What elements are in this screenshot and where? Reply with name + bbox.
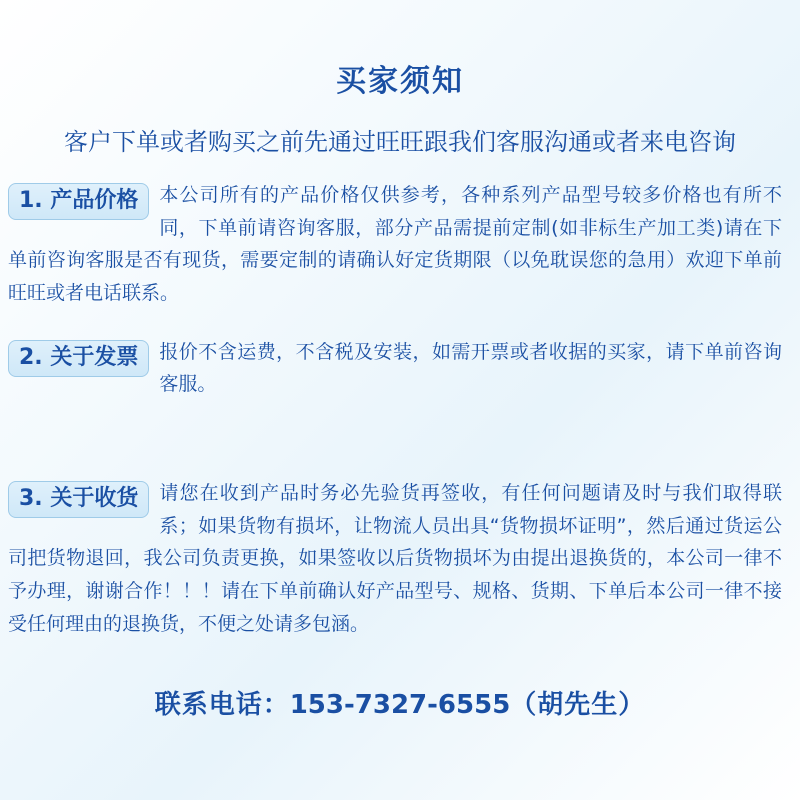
page-title: 买家须知 (336, 64, 464, 99)
page-subtitle: 客户下单或者购买之前先通过旺旺跟我们客服沟通或者来电咨询 (64, 128, 736, 156)
section-receiving (0, 477, 800, 640)
section-text-2: 报价不含运费，不含税及安装，如需开票或者收据的买家，请下单前咨询客服。 (159, 340, 782, 396)
contact-phone (0, 684, 800, 721)
section-text-3: 请您在收到产品时务必先验货再签收，有任何问题请及时与我们取得联系；如果货物有损坏，让物流人员出具“货物损坏证明”，然后通过货运公司把货物退回，我公司负责更换，如果签收以后货物损坏为由提出退换货的，本公司一律不予办理，谢谢合作！！！请在下单前确认好产品型号、规格、货期、下单后本公司一律不接受任何理由的退换货，不便之处请多包涵。 (8, 482, 782, 635)
section-text-1: 本公司所有的产品价格仅供参考，各种系列产品型号较多价格也有所不同，下单前请咨询客服，部分产品需提前定制(如非标生产加工类)请在下单前咨询客服是否有现货，需要定制的请确认好定货期限（以免耽误您的急用）欢迎下单前旺旺或者电话联系。 (8, 184, 782, 305)
section-invoice (0, 336, 800, 401)
section-label-1: 1. 产品价格 (8, 183, 149, 220)
section-label-2: 2. 关于发票 (8, 340, 149, 377)
contact-phone-suffix: （胡先生） (510, 690, 646, 721)
section-label-3: 3. 关于收货 (8, 481, 149, 518)
contact-phone-prefix: 联系电话： (154, 690, 290, 721)
contact-phone-number: 153-7327-6555 (289, 690, 511, 721)
section-product-price (0, 179, 800, 310)
